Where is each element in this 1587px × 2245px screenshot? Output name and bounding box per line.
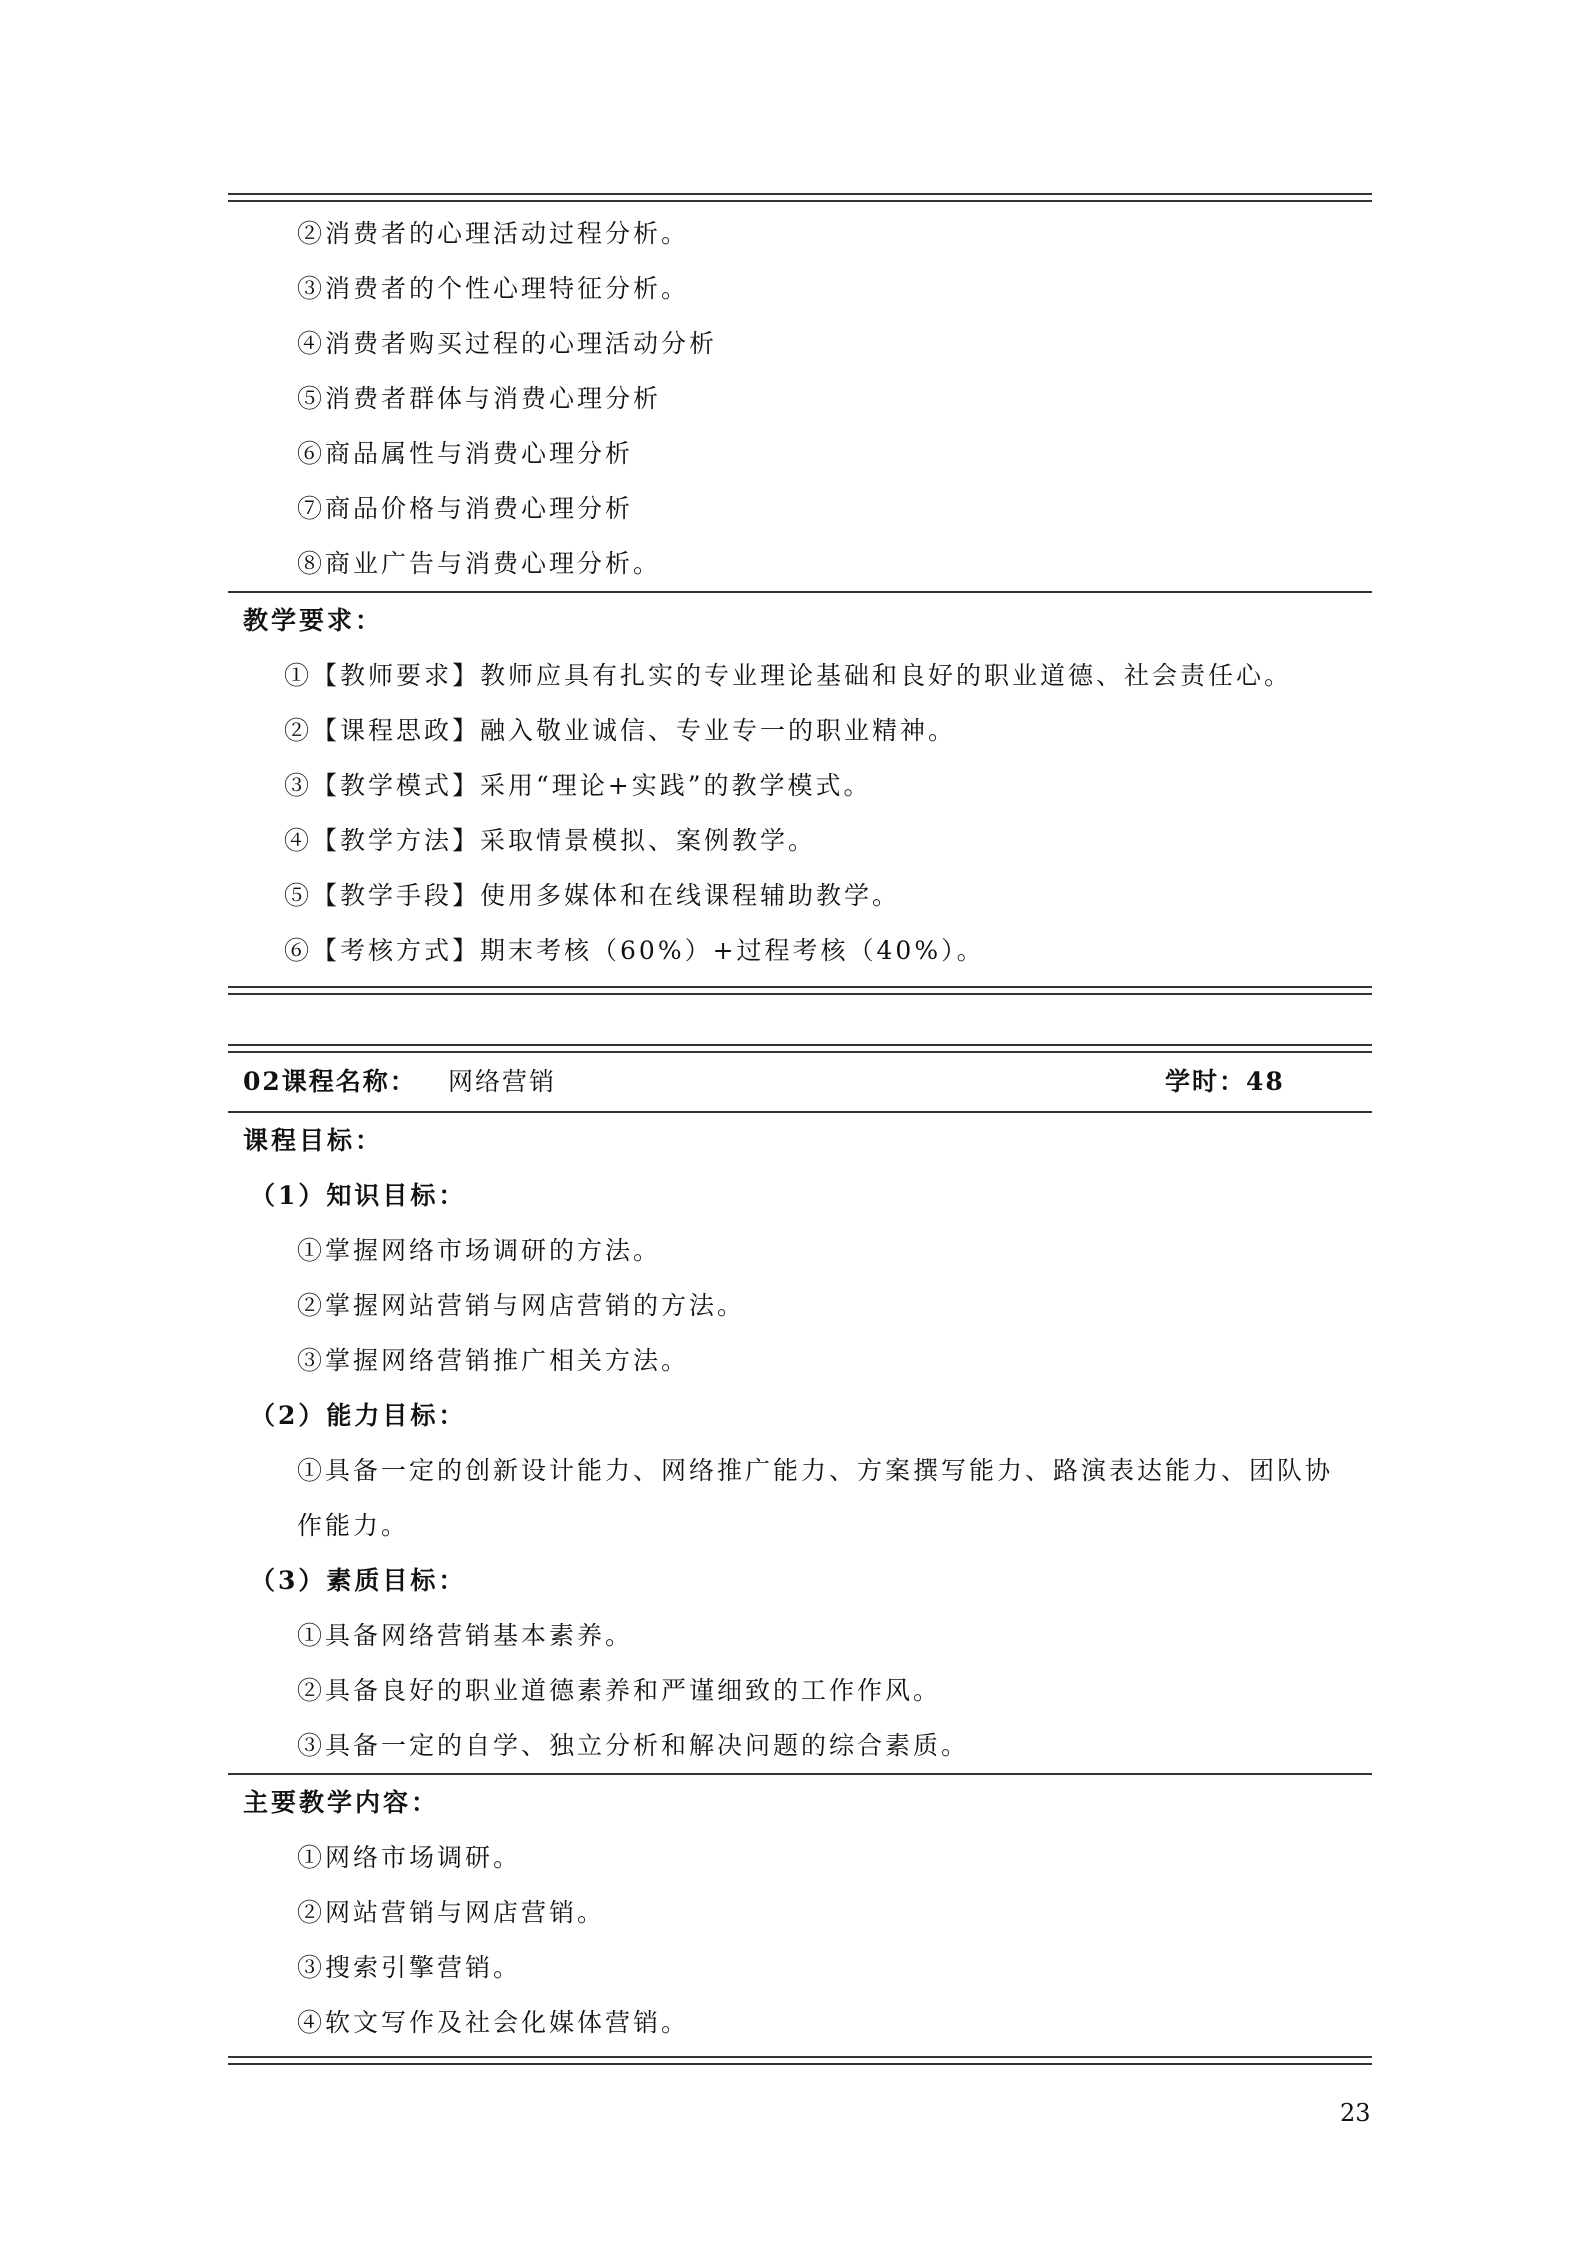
teaching-content-section <box>228 202 1372 591</box>
knowledge-item: ①掌握网络市场调研的方法。 <box>297 1236 662 1265</box>
ability-item: ①具备一定的创新设计能力、网络推广能力、方案撰写能力、路演表达能力、团队协作能力。 <box>297 1456 1334 1540</box>
knowledge-item: ②掌握网站营销与网店营销的方法。 <box>297 1291 746 1320</box>
course-name-label: 02课程名称： <box>243 1067 417 1096</box>
requirement-item: ②【课程思政】融入敬业诚信、专业专一的职业精神。 <box>284 716 957 745</box>
quality-goal-heading: （3）素质目标： <box>250 1566 467 1595</box>
table-top-rule <box>228 1044 1372 1053</box>
section-heading: 课程目标： <box>243 1126 384 1155</box>
requirement-item: ⑥【考核方式】期末考核（60%）+过程考核（40%）。 <box>284 936 985 965</box>
course-name-value: 网络营销 <box>448 1067 557 1096</box>
course-title-row <box>228 1053 1372 1111</box>
content-item: ②消费者的心理活动过程分析。 <box>297 219 690 248</box>
content-item: ⑥商品属性与消费心理分析 <box>297 439 634 468</box>
teaching-requirements-section <box>228 593 1372 978</box>
requirement-item: ③【教学模式】采用“理论+实践”的教学模式。 <box>284 771 872 800</box>
requirement-item: ⑤【教学手段】使用多媒体和在线课程辅助教学。 <box>284 881 901 910</box>
course-table-1 <box>228 193 1372 995</box>
course-table-2 <box>228 1044 1372 2065</box>
requirement-item: ①【教师要求】教师应具有扎实的专业理论基础和良好的职业道德、社会责任心。 <box>284 661 1293 690</box>
table-bottom-rule <box>228 986 1372 995</box>
content-item: ③消费者的个性心理特征分析。 <box>297 274 690 303</box>
quality-item: ②具备良好的职业道德素养和严谨细致的工作作风。 <box>297 1676 942 1705</box>
content-item: ⑤消费者群体与消费心理分析 <box>297 384 662 413</box>
course-hours: 学时：48 <box>1165 1067 1285 1096</box>
page-number: 23 <box>1340 2099 1371 2127</box>
knowledge-goal-heading: （1）知识目标： <box>250 1181 467 1210</box>
content-item: ④软文写作及社会化媒体营销。 <box>297 2008 690 2037</box>
table-top-rule <box>228 193 1372 202</box>
knowledge-item: ③掌握网络营销推广相关方法。 <box>297 1346 690 1375</box>
content-item: ①网络市场调研。 <box>297 1843 522 1872</box>
content-item: ⑦商品价格与消费心理分析 <box>297 494 634 523</box>
content-item: ④消费者购买过程的心理活动分析 <box>297 329 718 358</box>
section-heading: 教学要求： <box>243 606 384 635</box>
section-heading: 主要教学内容： <box>243 1788 440 1817</box>
main-content-section <box>228 1775 1372 2050</box>
content-item: ②网站营销与网店营销。 <box>297 1898 606 1927</box>
ability-goal-heading: （2）能力目标： <box>250 1401 467 1430</box>
requirement-item: ④【教学方法】采取情景模拟、案例教学。 <box>284 826 817 855</box>
quality-item: ③具备一定的自学、独立分析和解决问题的综合素质。 <box>297 1731 970 1760</box>
quality-item: ①具备网络营销基本素养。 <box>297 1621 634 1650</box>
table-bottom-rule <box>228 2056 1372 2065</box>
content-item: ⑧商业广告与消费心理分析。 <box>297 549 662 578</box>
content-item: ③搜索引擎营销。 <box>297 1953 522 1982</box>
course-goals-section <box>228 1113 1372 1773</box>
